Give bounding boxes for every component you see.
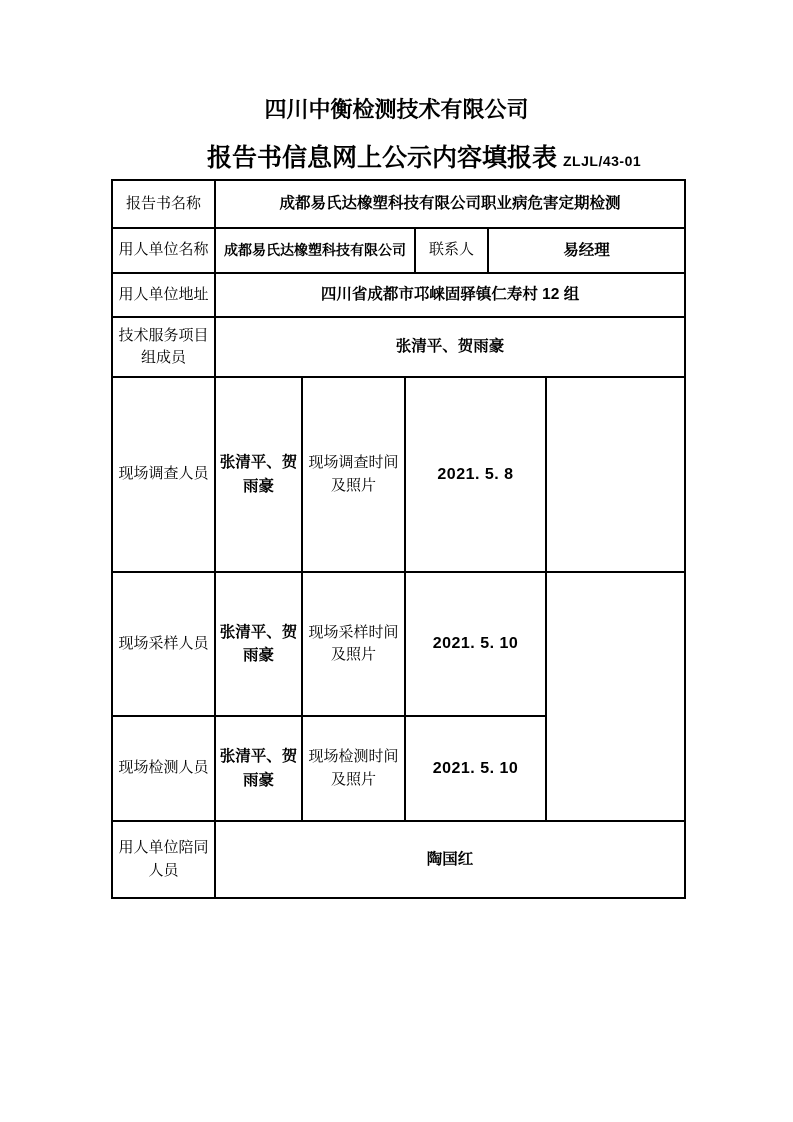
table-row-site-survey <box>112 377 685 572</box>
employer-label-cell: 用人单位名称 <box>112 228 215 273</box>
contact-value-cell: 易经理 <box>488 228 685 273</box>
table-row-report-name <box>112 180 685 228</box>
address-value-cell: 四川省成都市邛崃固驿镇仁寿村 12 组 <box>215 273 685 317</box>
contact-label-cell: 联系人 <box>415 228 488 273</box>
table-row-project-team <box>112 317 685 377</box>
table-row-employer <box>112 228 685 273</box>
accompanying-value-cell: 陶国红 <box>215 821 685 898</box>
report-name-value-cell: 成都易氏达橡塑科技有限公司职业病危害定期检测 <box>215 180 685 228</box>
testing-date-cell: 2021. 5. 10 <box>405 716 546 821</box>
sampling-testing-photo-cell <box>546 572 685 821</box>
survey-photo-cell <box>546 377 685 572</box>
employer-value-cell: 成都易氏达橡塑科技有限公司 <box>215 228 415 273</box>
address-label-cell: 用人单位地址 <box>112 273 215 317</box>
sampling-time-label-cell: 现场采样时间及照片 <box>302 572 405 716</box>
sampling-label-cell: 现场采样人员 <box>112 572 215 716</box>
sampling-date-cell: 2021. 5. 10 <box>405 572 546 716</box>
report-name-label-cell: 报告书名称 <box>112 180 215 228</box>
survey-time-label-cell: 现场调查时间及照片 <box>302 377 405 572</box>
testing-time-label-cell: 现场检测时间及照片 <box>302 716 405 821</box>
form-subtitle: 报告书信息网上公示内容填报表 <box>207 144 558 172</box>
table-row-site-sampling <box>112 572 685 716</box>
project-team-label-cell: 技术服务项目组成员 <box>112 317 215 377</box>
table-row-accompanying <box>112 821 685 898</box>
form-code: ZLJL/43-01 <box>563 153 642 169</box>
project-team-value-cell: 张清平、贺雨豪 <box>215 317 685 377</box>
report-form-table <box>111 179 686 899</box>
testing-names-cell: 张清平、贺雨豪 <box>215 716 302 821</box>
table-row-address <box>112 273 685 317</box>
survey-names-cell: 张清平、贺雨豪 <box>215 377 302 572</box>
testing-label-cell: 现场检测人员 <box>112 716 215 821</box>
survey-label-cell: 现场调查人员 <box>112 377 215 572</box>
company-title: 四川中衡检测技术有限公司 <box>264 97 529 122</box>
survey-date-cell: 2021. 5. 8 <box>405 377 546 572</box>
accompanying-label-cell: 用人单位陪同人员 <box>112 821 215 898</box>
sampling-names-cell: 张清平、贺雨豪 <box>215 572 302 716</box>
